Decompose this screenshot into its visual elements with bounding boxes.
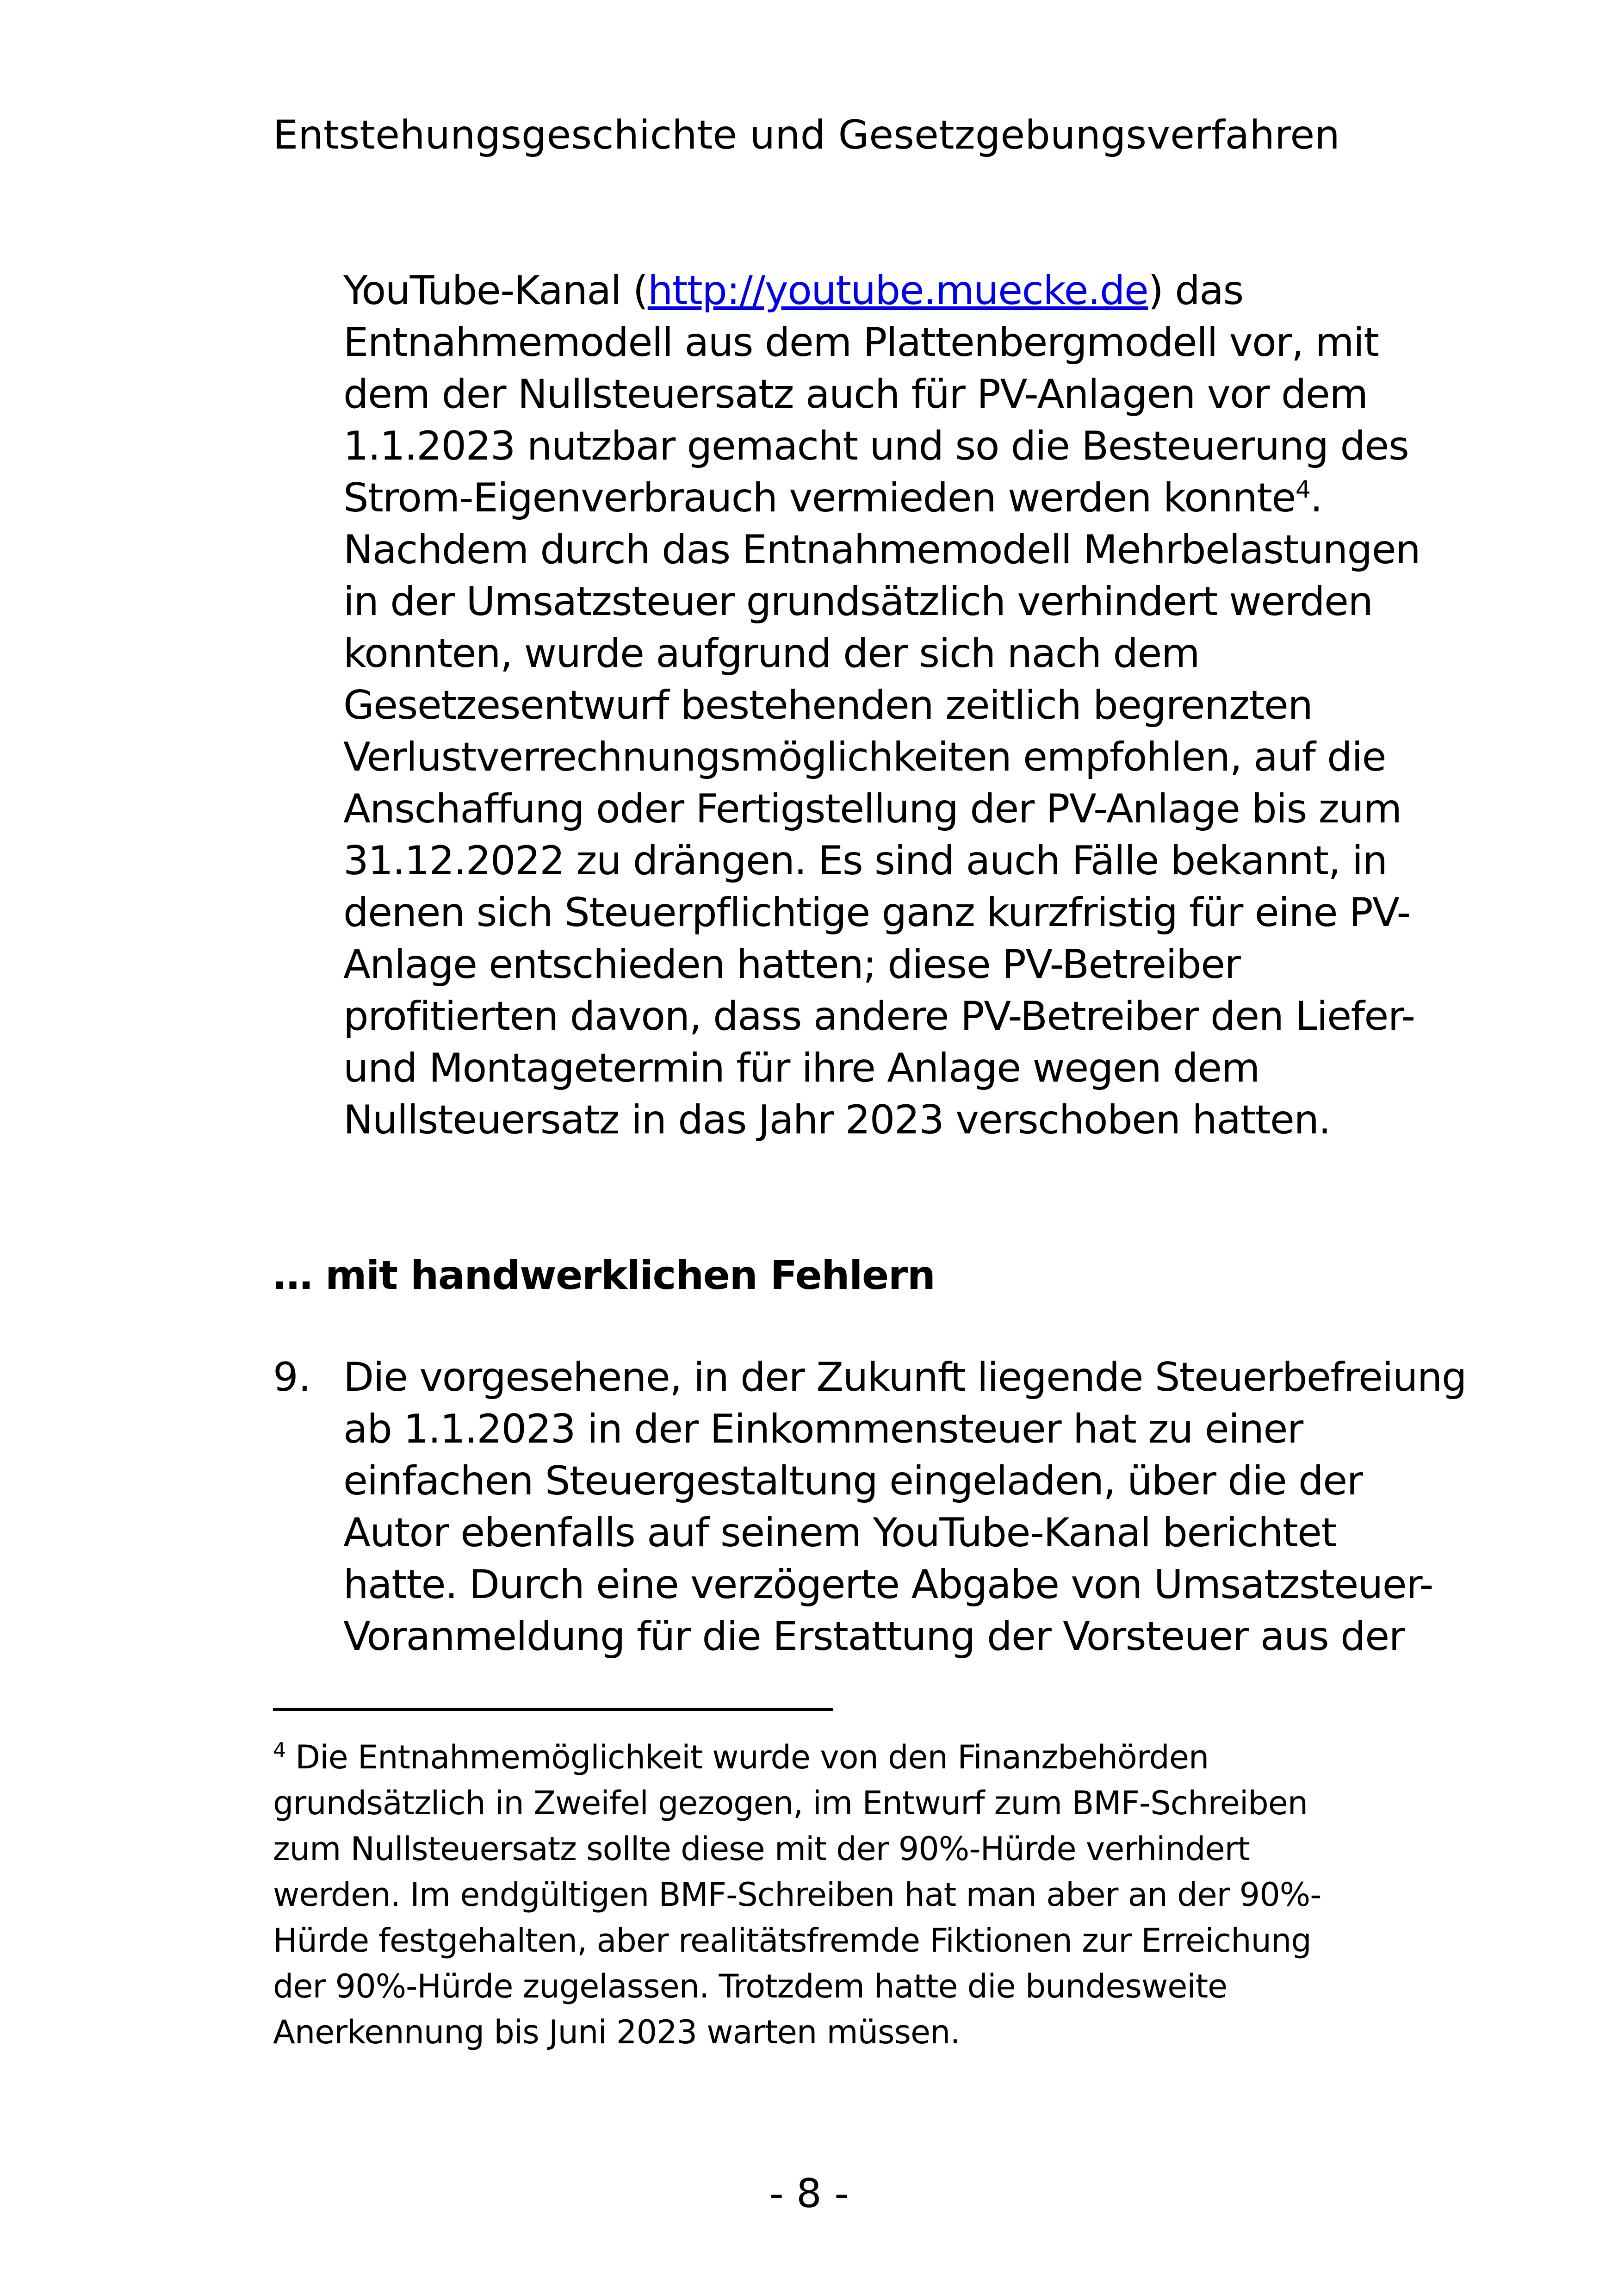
- body-line: in der Umsatzsteuer grundsätzlich verhindert werden: [343, 579, 1373, 625]
- footnote-line: Hürde festgehalten, aber realitätsfremde Fiktionen zur Erreichung: [273, 1922, 1311, 1960]
- body-line: Anlage entschieden hatten; diese PV-Betreiber: [343, 941, 1240, 988]
- body-line: profitierten davon, dass andere PV-Betreiber den Liefer-: [343, 993, 1415, 1039]
- youtube-link[interactable]: http://youtube.muecke.de: [647, 268, 1148, 314]
- running-header: Entstehungsgeschichte und Gesetzgebungsverfahren: [273, 112, 1340, 158]
- footnote-line: $^4$ Die Entnahmemöglichkeit wurde von den Finanzbehörden: [273, 1738, 1209, 1776]
- footnote-line: Anerkennung bis Juni 2023 warten müssen.: [273, 2013, 960, 2051]
- footnote-marker: 4: [273, 1738, 285, 1762]
- page-number: - 8 -: [769, 2171, 849, 2217]
- body-line: YouTube-Kanal (http://youtube.muecke.de) das: [343, 268, 1243, 314]
- footnote-line: werden. Im endgültigen BMF-Schreiben hat man aber an der 90%-: [273, 1876, 1321, 1914]
- body-line: hatte. Durch eine verzögerte Abgabe von Umsatzsteuer-: [343, 1562, 1433, 1608]
- footnote-line: zum Nullsteuersatz sollte diese mit der 90%-Hürde verhindert: [273, 1830, 1250, 1868]
- footnote-line: der 90%-Hürde zugelassen. Trotzdem hatte die bundesweite: [273, 1967, 1227, 2005]
- footnote-line: grundsätzlich in Zweifel gezogen, im Entwurf zum BMF-Schreiben: [273, 1784, 1308, 1822]
- body-line: konnten, wurde aufgrund der sich nach dem: [343, 630, 1200, 677]
- body-line: Anschaffung oder Fertigstellung der PV-Anlage bis zum: [343, 786, 1401, 832]
- body-line: 1.1.2023 nutzbar gemacht und so die Besteuerung des: [343, 423, 1409, 469]
- body-line: Strom-Eigenverbrauch vermieden werden konnte$^4$.: [343, 475, 1322, 521]
- body-line: Voranmeldung für die Erstattung der Vorsteuer aus der: [343, 1613, 1405, 1660]
- footnote-separator: [273, 1708, 833, 1711]
- body-line: und Montagetermin für ihre Anlage wegen dem: [343, 1045, 1259, 1091]
- body-line: ab 1.1.2023 in der Einkommensteuer hat zu einer: [343, 1406, 1303, 1452]
- body-line: Entnahmemodell aus dem Plattenbergmodell vor, mit: [343, 319, 1379, 366]
- footnote-reference[interactable]: 4: [1295, 476, 1310, 504]
- body-line: Nullsteuersatz in das Jahr 2023 verschoben hatten.: [343, 1097, 1331, 1143]
- body-line: Autor ebenfalls auf seinem YouTube-Kanal berichtet: [343, 1510, 1336, 1556]
- body-line: denen sich Steuerpflichtige ganz kurzfristig für eine PV-: [343, 890, 1410, 936]
- section-heading: … mit handwerklichen Fehlern: [273, 1252, 935, 1299]
- body-line: einfachen Steuergestaltung eingeladen, über die der: [343, 1458, 1363, 1504]
- body-line: 31.12.2022 zu drängen. Es sind auch Fälle bekannt, in: [343, 838, 1387, 884]
- paragraph-number: 9.: [273, 1354, 311, 1400]
- body-line: Nachdem durch das Entnahmemodell Mehrbelastungen: [343, 527, 1420, 573]
- body-line: Verlustverrechnungsmöglichkeiten empfohlen, auf die: [343, 734, 1386, 780]
- body-line: dem der Nullsteuersatz auch für PV-Anlagen vor dem: [343, 371, 1368, 417]
- body-line: Gesetzesentwurf bestehenden zeitlich begrenzten: [343, 682, 1313, 728]
- body-line: Die vorgesehene, in der Zukunft liegende Steuerbefreiung: [343, 1354, 1466, 1400]
